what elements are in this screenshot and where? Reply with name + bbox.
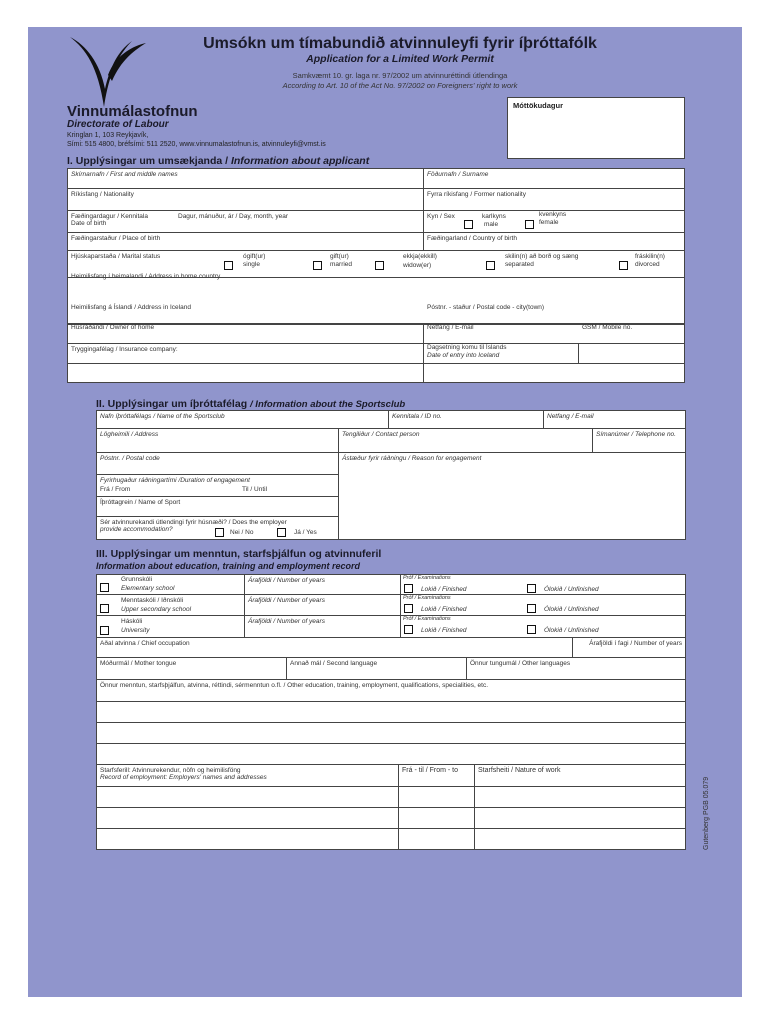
elementary-finished-checkbox[interactable] — [404, 584, 413, 593]
iceland-address-field[interactable]: Heimilisfang á Íslandi / Address in Iceland — [68, 324, 424, 344]
org-name: Vinnumálastofnun — [67, 103, 198, 120]
employment-row-2-job[interactable] — [475, 808, 685, 829]
section-3-table — [96, 574, 686, 850]
org-name-en: Directorate of Labour — [67, 119, 169, 130]
dob-field[interactable]: Fæðingardagur / Kennitala Date of birth Dagur, mánuður, ár / Day, month, year — [68, 211, 424, 233]
duration-field[interactable]: Fyrirhugaður ráðningartími /Duration of engagement Frá / From Til / Until — [97, 475, 339, 497]
received-date-box[interactable] — [507, 97, 685, 159]
section-2-title: II. Upplýsingar um íþróttafélag / Information about the Sportsclub — [96, 398, 406, 410]
club-id-field[interactable]: Kennitala / ID no. — [389, 411, 544, 429]
sport-field[interactable]: Íþróttagrein / Name of Sport — [97, 497, 339, 517]
home-address-line — [68, 273, 684, 278]
elementary-years[interactable]: Árafjöldi / Number of years — [245, 575, 401, 595]
section-1-title: I. Upplýsingar um umsækjanda / Information about applicant — [67, 155, 370, 167]
second-language-field[interactable]: Annað mál / Second language — [287, 658, 467, 680]
other-education-label[interactable]: Önnur menntun, starfsþjálfun, atvinna, réttindi, sérmenntun o.fl. / Other education, training, employment, qualifications, specialities, etc. — [97, 680, 685, 702]
married-checkbox[interactable] — [313, 261, 322, 270]
edu-secondary: Menntaskóli / Iðnskóli Upper secondary school — [97, 595, 245, 616]
other-education-line-3[interactable] — [97, 744, 685, 765]
form-title: Umsókn um tímabundið atvinnuleyfi fyrir íþróttafólk — [203, 35, 597, 52]
printer-code: Gutenberg PGB 05.079 — [703, 776, 710, 850]
widow-checkbox[interactable] — [375, 261, 384, 270]
insurance-field[interactable]: Tryggingafélag / Insurance company: — [68, 364, 424, 382]
club-address-field[interactable]: Lögheimili / Address — [97, 429, 339, 453]
nature-of-work-header: Starfsheiti / Nature of work — [475, 765, 685, 787]
club-name-field[interactable]: Nafn íþróttafélags / Name of the Sportsclub — [97, 411, 389, 429]
entry-date-field[interactable]: Dagsetning komu til Íslands Date of entry into Iceland — [427, 344, 507, 359]
employment-row-1-employer[interactable] — [97, 787, 399, 808]
org-address: Kringlan 1, 103 Reykjavík, — [67, 132, 149, 139]
birth-country-field[interactable]: Fæðingarland / Country of birth — [424, 233, 684, 251]
mother-tongue-field[interactable]: Móðurmál / Mother tongue — [97, 658, 287, 680]
employment-row-3-dates[interactable] — [399, 829, 475, 849]
employment-record-header: Starfsferill: Atvinnurekendur, nöfn og heimilisföng Record of employment: Employers' names and addresses — [97, 765, 399, 787]
employment-row-3-job[interactable] — [475, 829, 685, 849]
secondary-unfinished-checkbox[interactable] — [527, 604, 536, 613]
university-finished-checkbox[interactable] — [404, 625, 413, 634]
other-education-line-2[interactable] — [97, 723, 685, 744]
contact-person-field[interactable]: Tengiliður / Contact person — [339, 429, 593, 453]
university-exam: Próf / Examinations Lokið / Finished Ólokið / Unfinished — [401, 616, 685, 638]
reason-field[interactable]: Ástæður fyrir ráðningu / Reason for engagement — [342, 455, 482, 462]
org-contact: Sími: 515 4800, bréfsími: 511 2520, www.vinnumalastofnun.is, atvinnuleyfi@vmst.is — [67, 141, 326, 148]
accommodation-no-checkbox[interactable] — [215, 528, 224, 537]
employment-row-3-employer[interactable] — [97, 829, 399, 849]
legal-reference-en: According to Art. 10 of the Act No. 97/2002 on Foreigners' right to work — [282, 81, 518, 90]
university-years[interactable]: Árafjöldi / Number of years — [245, 616, 401, 638]
secondary-checkbox[interactable] — [100, 604, 109, 613]
birthplace-field[interactable]: Fæðingarstaður / Place of birth — [68, 233, 424, 251]
edu-university: Háskóli University — [97, 616, 245, 638]
elementary-exam: Próf / Examinations Lokið / Finished Ólokið / Unfinished — [401, 575, 685, 595]
elementary-unfinished-checkbox[interactable] — [527, 584, 536, 593]
marital-status-row: Hjúskaparstaða / Marital status ógift(ur) single gift(ur) married ekkja(ekkill) widow(er) skilin(n) að borð og sæng separated fráskilin(n) divorced — [71, 253, 665, 269]
surname-field[interactable]: Föðurnafn / Surname — [424, 169, 684, 189]
received-label: Móttökudagur — [513, 101, 563, 110]
first-name-field[interactable]: Skírnarnafn / First and middle names — [68, 169, 424, 189]
form-subtitle: Application for a Limited Work Permit — [306, 53, 494, 65]
email-field[interactable]: Netfang / E-mail — [424, 344, 579, 364]
section-2-table — [96, 410, 686, 540]
years-in-field[interactable]: Árafjöldi í fagi / Number of years — [573, 638, 685, 658]
nationality-field[interactable]: Ríkisfang / Nationality — [68, 189, 424, 211]
other-education-line-1[interactable] — [97, 702, 685, 723]
employment-row-2-employer[interactable] — [97, 808, 399, 829]
sex-field: Kyn / Sex karlkyns male kvenkyns female — [424, 211, 684, 233]
employment-row-1-job[interactable] — [475, 787, 685, 808]
section-1-table — [67, 168, 685, 383]
edu-elementary: Grunnskóli Elementary school — [97, 575, 245, 595]
legal-reference: Samkvæmt 10. gr. laga nr. 97/2002 um atvinnuréttindi útlendinga — [292, 71, 508, 80]
university-checkbox[interactable] — [100, 626, 109, 635]
divorced-checkbox[interactable] — [619, 261, 628, 270]
secondary-years[interactable]: Árafjöldi / Number of years — [245, 595, 401, 616]
secondary-finished-checkbox[interactable] — [404, 604, 413, 613]
former-nationality-field[interactable]: Fyrra ríkisfang / Former nationality — [424, 189, 684, 211]
female-checkbox[interactable] — [525, 220, 534, 229]
postcode-city-field[interactable]: Póstnr. - staður / Postal code - city(town) — [424, 324, 684, 344]
section-3-subtitle: Information about education, training and employment record — [96, 561, 361, 571]
section-3-title: III. Upplýsingar um menntun, starfsþjálfun og atvinnuferil — [96, 548, 382, 560]
separated-checkbox[interactable] — [486, 261, 495, 270]
accommodation-yes-checkbox[interactable] — [277, 528, 286, 537]
gsm-field[interactable]: GSM / Mobile no. — [579, 344, 684, 364]
chief-occupation-field[interactable]: Aðal atvinna / Chief occupation — [97, 638, 573, 658]
single-checkbox[interactable] — [224, 261, 233, 270]
club-phone-field[interactable]: Símanúmer / Telephone no. — [593, 429, 685, 453]
club-postcode-field[interactable]: Póstnr. / Postal code — [97, 453, 339, 475]
other-languages-field[interactable]: Önnur tungumál / Other languages — [467, 658, 685, 680]
university-unfinished-checkbox[interactable] — [527, 625, 536, 634]
elementary-checkbox[interactable] — [100, 583, 109, 592]
owner-field[interactable]: Húsráðandi / Owner of home — [68, 344, 424, 364]
from-to-header: Frá - til / From - to — [399, 765, 475, 787]
secondary-exam: Próf / Examinations Lokið / Finished Ólokið / Unfinished — [401, 595, 685, 616]
male-checkbox[interactable] — [464, 220, 473, 229]
employment-row-2-dates[interactable] — [399, 808, 475, 829]
accommodation-field: Sér atvinnurekandi útlendingi fyrir húsnæði? / Does the employer provide accommodation? Nei / No Já / Yes — [97, 517, 339, 539]
employment-row-1-dates[interactable] — [399, 787, 475, 808]
club-email-field[interactable]: Netfang / E-mail — [544, 411, 685, 429]
home-address-field[interactable]: Heimilisfang í heimalandi / Address in home country — [68, 301, 684, 324]
